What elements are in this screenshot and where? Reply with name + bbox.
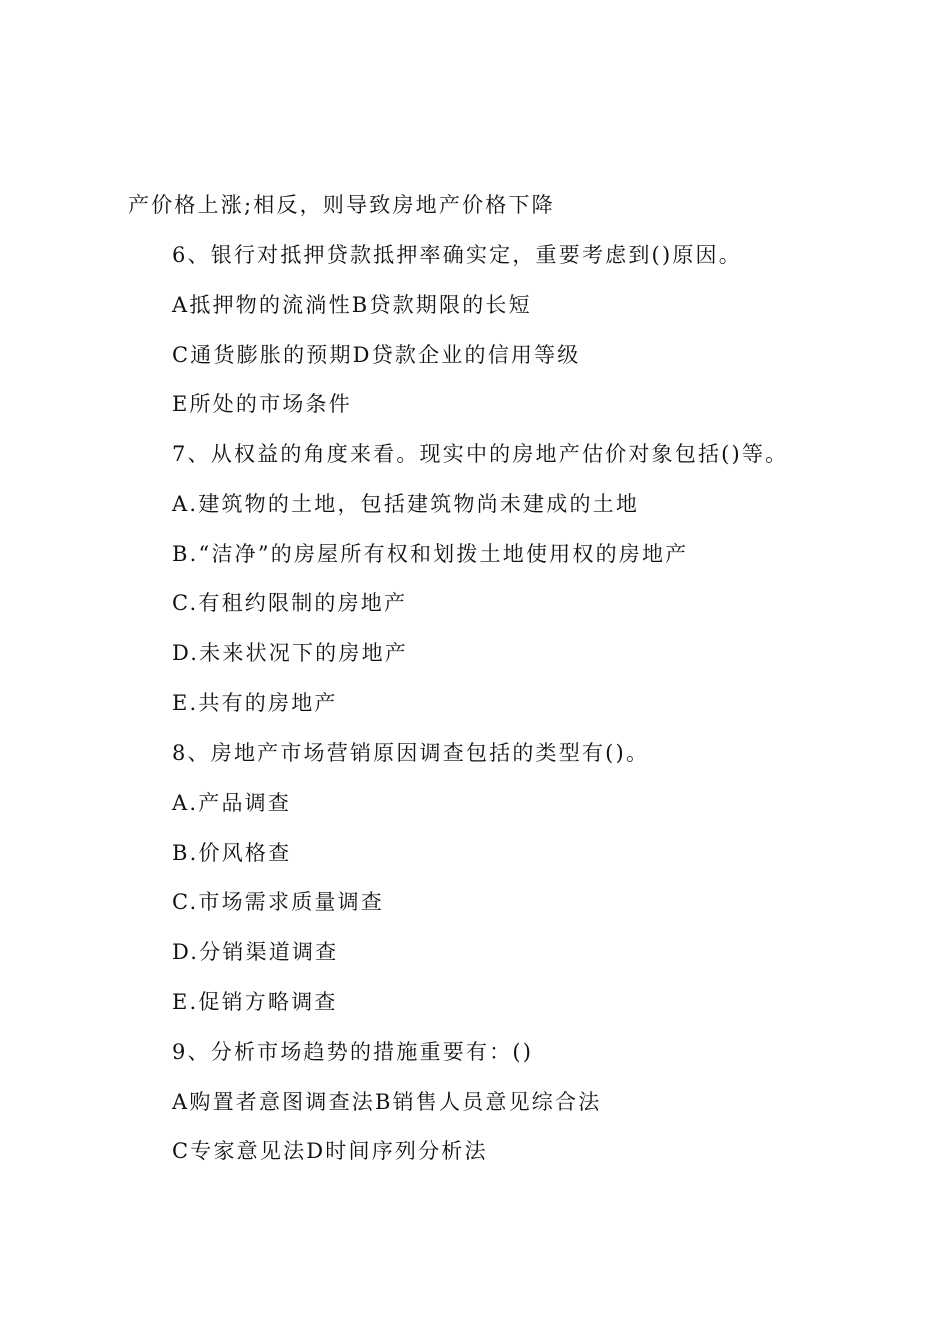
question-6-option-e: E所处的市场条件	[172, 392, 352, 416]
question-7-option-a: A.建筑物的土地，包括建筑物尚未建成的土地	[172, 492, 640, 516]
question-6: 6、银行对抵押贷款抵押率确实定，重要考虑到()原因。	[172, 243, 742, 267]
question-8-option-b: B.价风格查	[172, 841, 292, 865]
question-6-options-ab: A抵押物的流淌性B贷款期限的长短	[172, 293, 532, 317]
question-7-option-d: D.未来状况下的房地产	[172, 641, 408, 665]
text-line-continuation: 产价格上涨;相反，则导致房地产价格下降	[128, 193, 555, 217]
question-8-option-d: D.分销渠道调查	[172, 940, 339, 964]
question-9: 9、分析市场趋势的措施重要有：()	[172, 1040, 534, 1064]
question-7-option-b: B.“洁净”的房屋所有权和划拨土地使用权的房地产	[172, 542, 689, 566]
question-8-option-a: A.产品调查	[172, 791, 292, 815]
question-6-options-cd: C通货膨胀的预期D贷款企业的信用等级	[172, 343, 581, 367]
question-7: 7、从权益的角度来看。现实中的房地产估价对象包括()等。	[172, 442, 789, 466]
question-7-option-e: E.共有的房地产	[172, 691, 338, 715]
question-7-option-c: C.有租约限制的房地产	[172, 591, 408, 615]
question-8-option-e: E.促销方略调查	[172, 990, 338, 1014]
question-8-option-c: C.市场需求质量调查	[172, 890, 384, 914]
question-8: 8、房地产市场营销原因调查包括的类型有()。	[172, 741, 650, 765]
question-9-options-ab: A购置者意图调查法B销售人员意见综合法	[172, 1090, 602, 1114]
question-9-options-cd: C专家意见法D时间序列分析法	[172, 1139, 488, 1163]
